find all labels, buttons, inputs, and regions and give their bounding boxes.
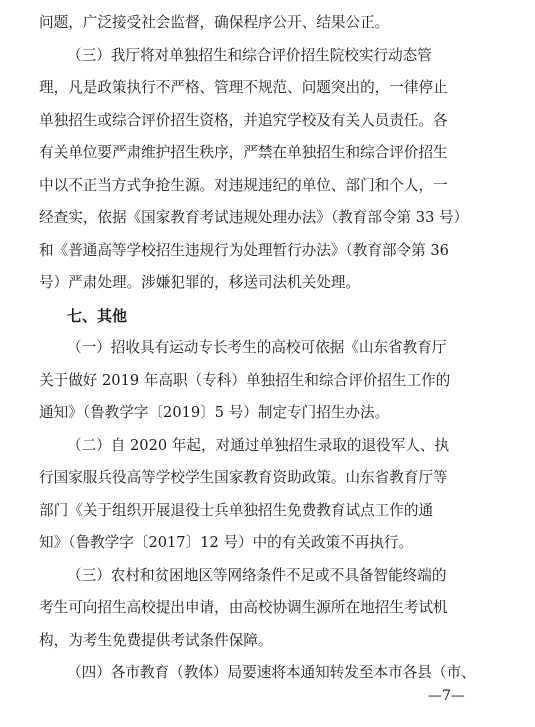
text-line: （三）我厅将对单独招生和综合评价招生院校实行动态管: [67, 46, 432, 64]
text-line: 考生可向招生高校提出申请，由高校协调生源所在地招生考试机: [39, 599, 448, 616]
text-line: 号）严肃处理。涉嫌犯罪的，移送司法机关处理。: [39, 274, 361, 291]
text-line: 中以不正当方式争抢生源。对违规违纪的单位、部门和个人，一: [39, 176, 448, 194]
text-line: （四）各市教育（教体）局要速将本通知转发至本市各县（市、: [67, 664, 476, 681]
text-line: （二）自 2020 年起，对通过单独招生录取的退役军人、执: [67, 436, 450, 454]
text-line: 问题，广泛接受社会监督，确保程序公开、结果公正。: [39, 14, 390, 31]
text-line: 部门《关于组织开展退役士兵单独招生免费教育试点工作的通: [39, 501, 434, 519]
text-line: 和《普通高等学校招生违规行为处理暂行办法》（教育部令第 36: [39, 241, 449, 259]
text-line: 关于做好 2019 年高职（专科）单独招生和综合评价招生工作的: [39, 371, 451, 389]
text-line: 单独招生或综合评价招生资格，并追究学校及有关人员责任。各: [39, 111, 448, 129]
text-line: 通知》（鲁教学字〔2019〕5 号）制定专门招生办法。: [39, 404, 390, 421]
text-line: 理，凡是政策执行不严格、管理不规范、问题突出的，一律停止: [39, 79, 448, 96]
text-line: 构，为考生免费提供考试条件保障。: [39, 631, 273, 649]
text-line: 有关单位要严肃维护招生秩序，严禁在单独招生和综合评价招生: [39, 144, 448, 161]
text-line: （三）农村和贫困地区等网络条件不足或不具备智能终端的: [67, 566, 447, 584]
text-line: （一）招收具有运动专长考生的高校可依据《山东省教育厅: [67, 339, 447, 356]
page-number: —7—: [428, 688, 465, 704]
text-line: 知》（鲁教学字〔2017〕12 号）中的有关政策不再执行。: [39, 534, 414, 551]
section-heading: 七、其他: [67, 306, 128, 325]
text-line: 经查实，依据《国家教育考试违规处理办法》（教育部令第 33 号）: [39, 209, 469, 226]
text-line: 行国家服兵役高等学校学生国家教育资助政策。山东省教育厅等: [39, 469, 448, 486]
